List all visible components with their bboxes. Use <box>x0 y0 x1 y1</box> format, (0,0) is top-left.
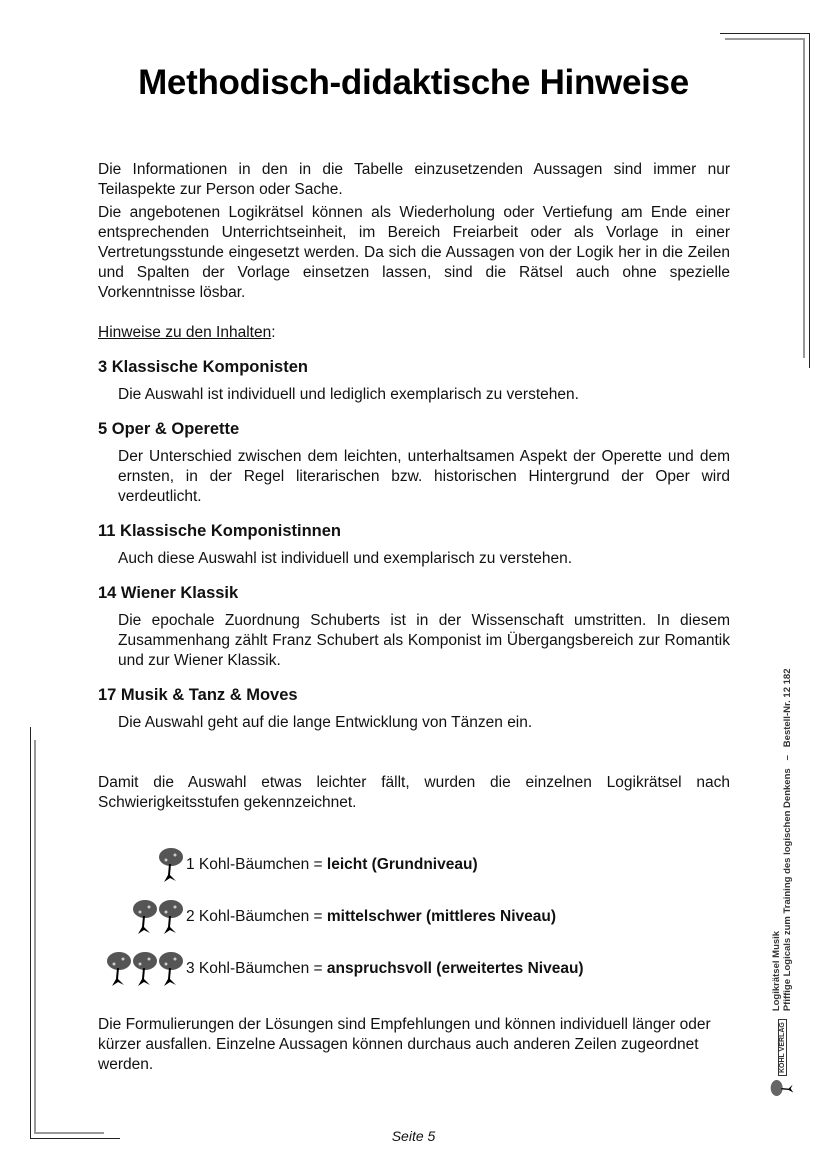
main-content <box>98 160 730 1075</box>
section-wiener-klassik <box>98 583 730 671</box>
level-label: leicht (Grundniveau) <box>326 856 478 873</box>
hints-heading: Hinweise zu den Inhalten: <box>98 324 276 341</box>
tree-icon <box>106 951 132 987</box>
section-body: Die Auswahl ist individuell und lediglich exemplarisch zu verstehen. <box>118 386 579 403</box>
tree-icon <box>158 899 184 935</box>
frame-line <box>34 740 36 1134</box>
tree-group <box>98 951 186 987</box>
frame-line <box>30 727 31 1139</box>
frame-line <box>725 38 805 40</box>
tree-icon <box>770 1076 794 1100</box>
level-row <box>98 891 730 943</box>
section-title: 14 Wiener Klassik <box>98 584 239 602</box>
tree-icon <box>158 951 184 987</box>
level-prefix: 2 Kohl-Bäumchen = <box>186 908 323 925</box>
book-title: Logikrätsel Musik <box>771 930 782 1012</box>
level-row <box>98 839 730 891</box>
level-row <box>98 943 730 995</box>
tree-icon <box>132 951 158 987</box>
level-label: mittelschwer (mittleres Niveau) <box>326 908 557 925</box>
publisher-sidebar: KOHL VERLAG Logikrätsel Musik Pfiffige Logicals zum Training des logischen Denkens – Bestell-Nr. 12 182 <box>770 640 820 1100</box>
section-komponistinnen <box>98 521 730 569</box>
tree-icon <box>158 847 184 883</box>
section-musik-tanz <box>98 685 730 733</box>
section-body: Die epochale Zuordnung Schuberts ist in der Wissenschaft umstritten. In diesem Zusammenhang zählt Franz Schubert als Komponist im Übergangsbereich zur Romantik und zur Wiener Klassik. <box>118 612 730 669</box>
tree-group <box>98 899 186 935</box>
publisher-logo <box>770 1019 794 1100</box>
section-title: 3 Klassische Komponisten <box>98 358 308 376</box>
section-komponisten <box>98 357 730 405</box>
closing-paragraph: Die Formulierungen der Lösungen sind Empfehlungen und können individuell länger oder kürzer ausfallen. Einzelne Aussagen können durchaus auch anderen Zeilen zugeordnet werden. <box>98 1016 711 1073</box>
section-body: Der Unterschied zwischen dem leichten, unterhaltsamen Aspekt der Operette und dem ernsten, in der Regel literarischen bzw. historischen Hintergrund der Oper wird verdeutlicht. <box>118 448 730 505</box>
section-body: Die Auswahl geht auf die lange Entwicklung von Tänzen ein. <box>118 714 533 731</box>
intro-paragraph: Die angebotenen Logikrätsel können als Wiederholung oder Vertiefung am Ende einer entsprechenden Unterrichtseinheit, im Bereich Freiarbeit oder als Vorlage in einer Vertretungsstunde eingesetzt werden. Da sich die Aussagen von der Logik her in die Zeilen und Spalten der Vorlage einsetzen lassen, sind die Rätsel auch ohne spezielle Vorkenntnisse lösbar. <box>98 204 730 301</box>
section-title: 11 Klassische Komponistinnen <box>98 522 341 540</box>
section-title: 17 Musik & Tanz & Moves <box>98 686 298 704</box>
book-subtitle: Pfiffige Logicals zum Training des logischen Denkens <box>782 768 793 1012</box>
intro-paragraph: Die Informationen in den in die Tabelle einzusetzenden Aussagen sind immer nur Teilaspekte zur Person oder Sache. <box>98 161 730 198</box>
difficulty-legend <box>98 839 730 995</box>
order-number: Bestell-Nr. 12 182 <box>782 668 793 748</box>
tree-group <box>98 847 186 883</box>
level-label: anspruchsvoll (erweitertes Niveau) <box>326 960 584 977</box>
page-number: Seite 5 <box>391 1128 436 1144</box>
level-prefix: 1 Kohl-Bäumchen = <box>186 856 323 873</box>
level-prefix: 3 Kohl-Bäumchen = <box>186 960 323 977</box>
publisher-name: KOHL VERLAG <box>778 1019 787 1076</box>
page-title: Methodisch-didaktische Hinweise <box>138 63 689 103</box>
difficulty-intro: Damit die Auswahl etwas leichter fällt, wurden die einzelnen Logikrätsel nach Schwierigkeitsstufen gekennzeichnet. <box>98 774 730 811</box>
tree-icon <box>132 899 158 935</box>
section-body: Auch diese Auswahl ist individuell und exemplarisch zu verstehen. <box>118 550 573 567</box>
frame-line <box>720 33 810 34</box>
section-oper <box>98 419 730 507</box>
section-title: 5 Oper & Operette <box>98 420 240 438</box>
